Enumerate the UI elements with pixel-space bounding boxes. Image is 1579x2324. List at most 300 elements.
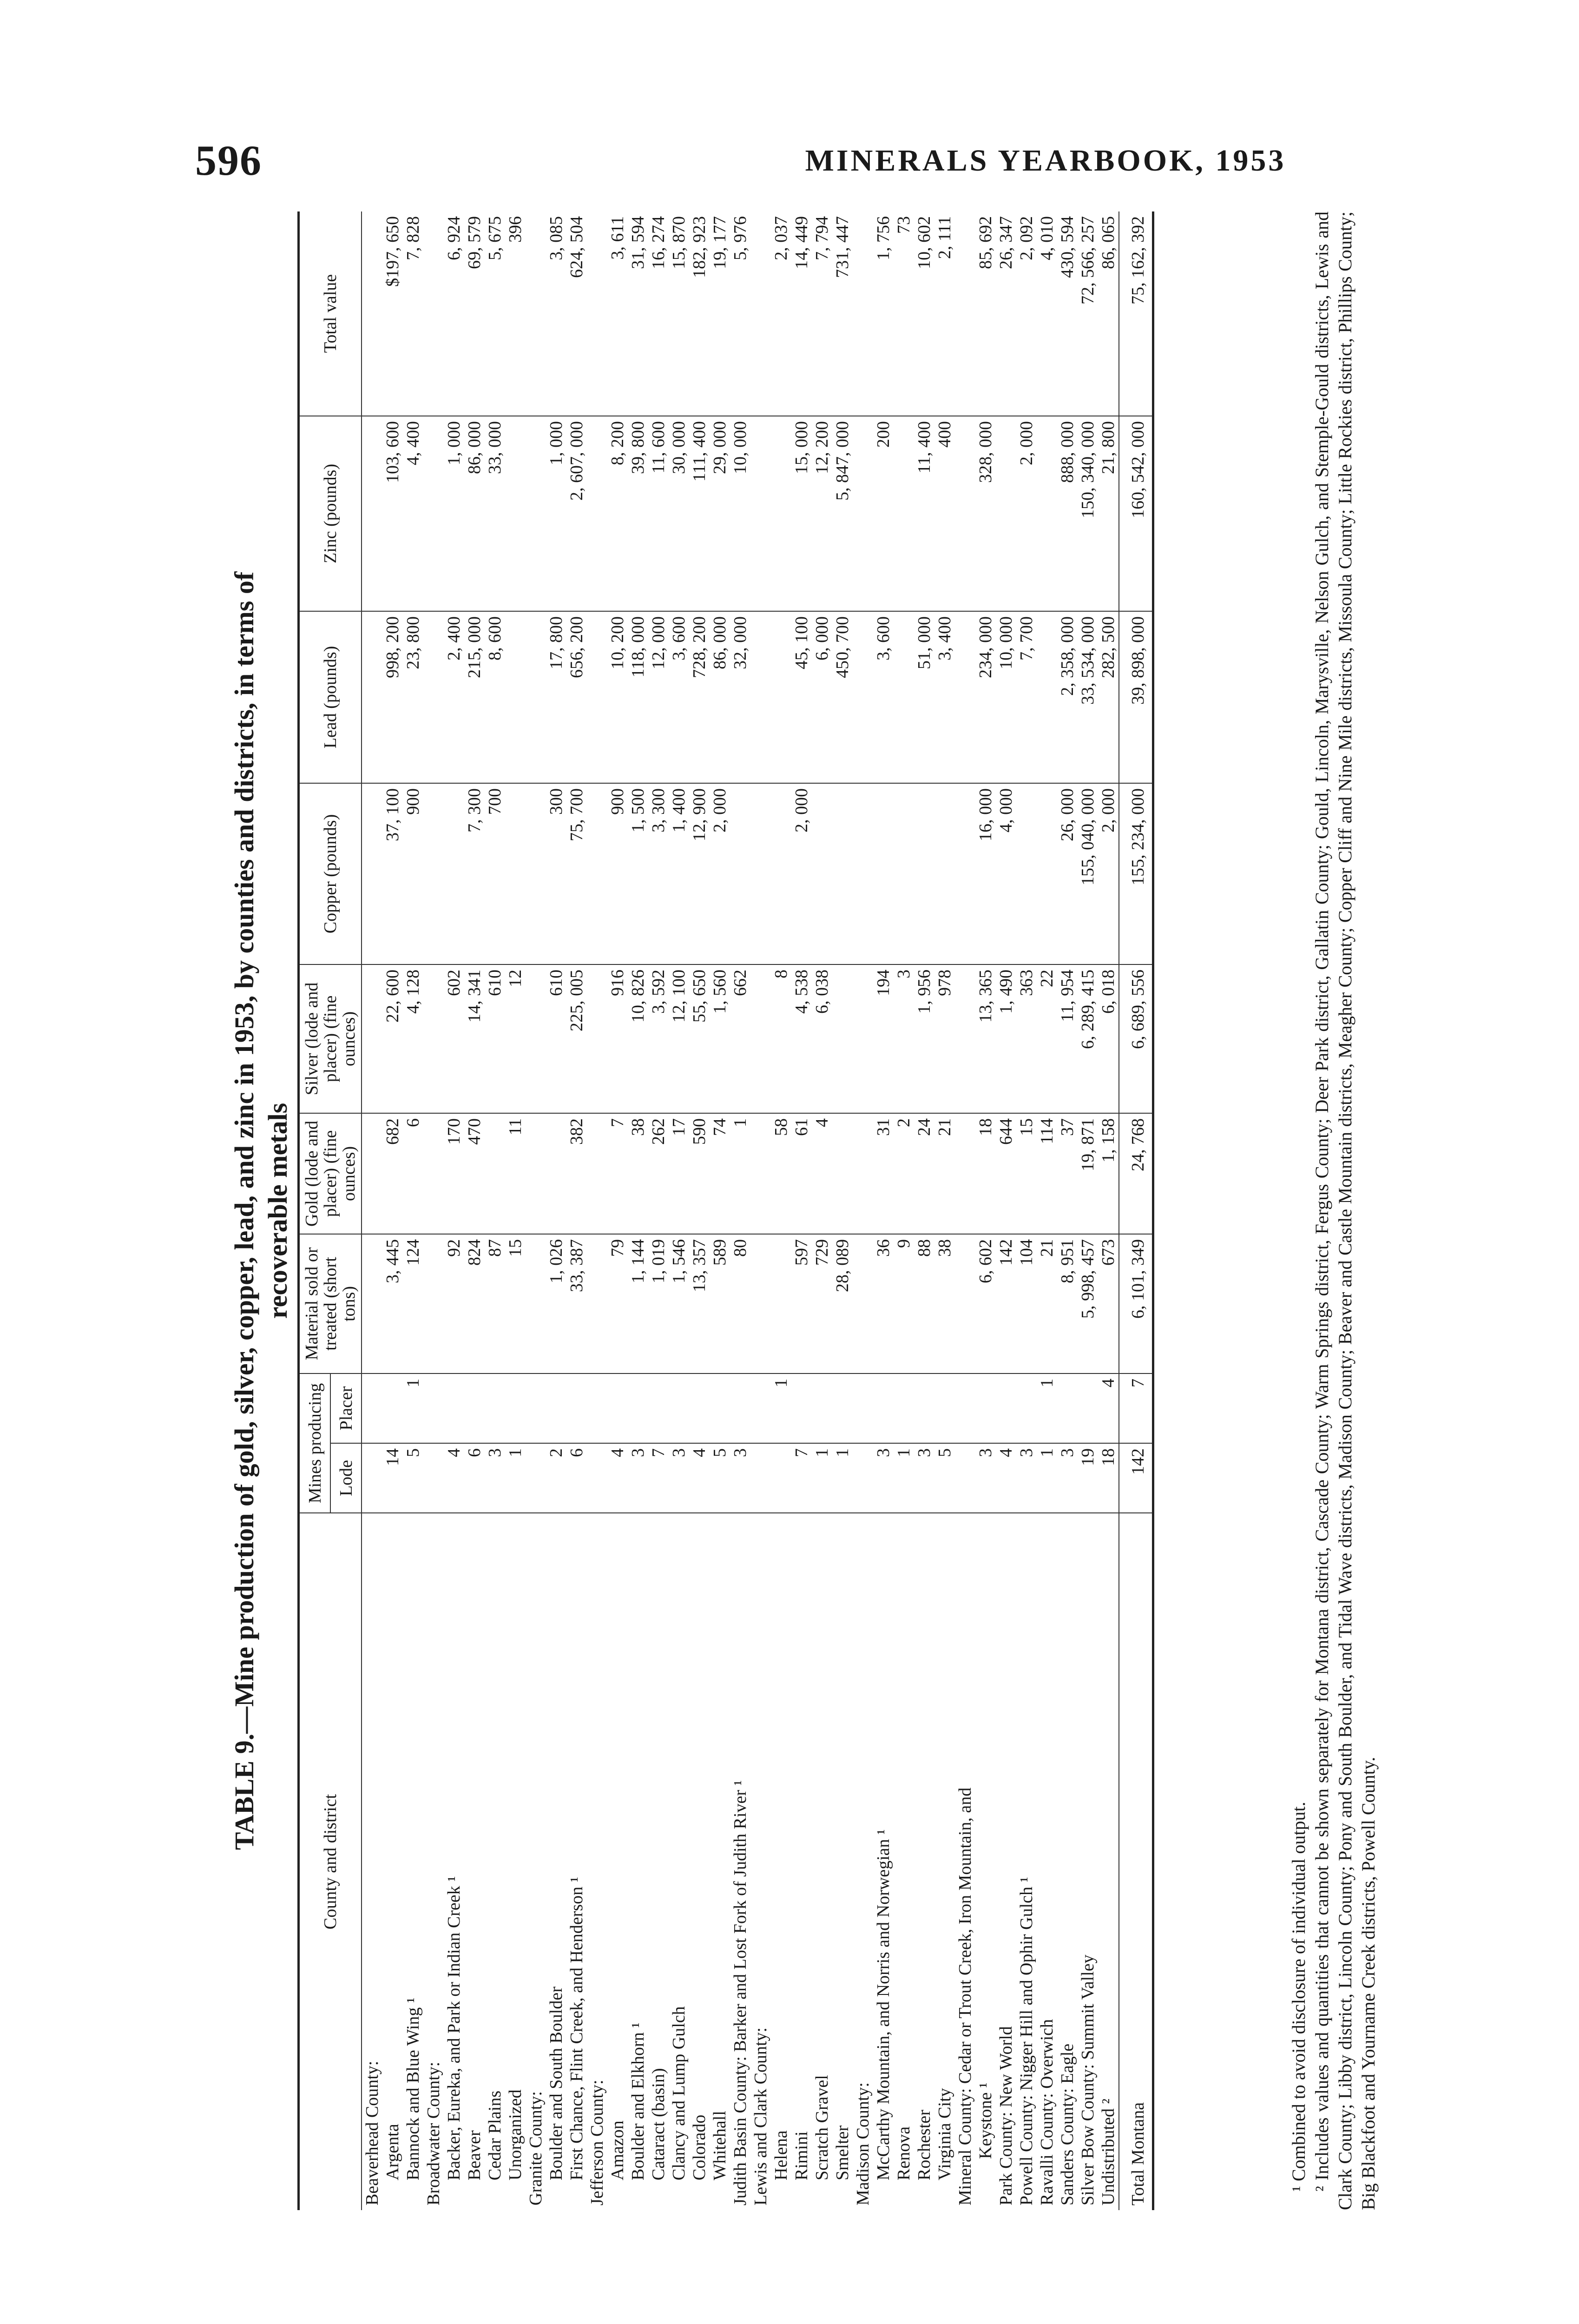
cell-copper: 3, 300: [648, 783, 669, 964]
table-row: [607, 211, 628, 2210]
cell-silver: 602: [444, 964, 464, 1113]
table-row: [955, 211, 975, 2210]
cell-material: [587, 1234, 607, 1373]
cell-material: [750, 1234, 771, 1373]
cell-lead: [505, 611, 526, 783]
cell-placer: [669, 1373, 689, 1443]
cell-copper: 2, 000: [710, 783, 730, 964]
cell-total: 19, 177: [710, 211, 730, 416]
cell-lead: 32, 000: [730, 611, 750, 783]
cell-zinc: 1, 000: [444, 416, 464, 611]
row-name: Boulder and Elkhorn ¹: [628, 2022, 648, 2180]
cell-placer: [791, 1373, 812, 1443]
cell-zinc: [771, 416, 791, 611]
table-row: [832, 211, 853, 2210]
cell-lead: [894, 611, 914, 783]
cell-silver: 1, 560: [710, 964, 730, 1113]
cell-lead: 10, 000: [996, 611, 1016, 783]
cell-zinc: 5, 847, 000: [832, 416, 853, 611]
cell-gold: [362, 1113, 382, 1234]
table-row: [1098, 211, 1119, 2210]
header-lode: Lode: [330, 1443, 362, 1513]
cell-total: 73: [894, 211, 914, 416]
cell-silver: [362, 964, 382, 1113]
cell-placer: [607, 1373, 628, 1443]
cell-copper: 2, 000: [791, 783, 812, 964]
cell-lode: 14: [382, 1443, 403, 1513]
cell-placer: [832, 1373, 853, 1443]
footnote-2: ² Includes values and quantities that cannot be shown separately for Montana district, Cascade County; Warm Springs district, Fergus County; Deer Park district, Gallatin County; Gould, Lincoln, Marysville, Nelson Gulch, and Stemple-Gould districts, Lewis and Clark County; Libby district, Lincoln County; Pony and South Boulder, and Tidal Wave districts, Madison County; Beaver and Castle Mountain districts, Meagher County; Copper Cliff and Nine Mile districts, Missoula County; Little Rockies district, Phillips County; Big Blackfoot and Yourname Creek districts, Powell County.: [1311, 211, 1379, 2210]
cell-placer: 1: [403, 1373, 423, 1443]
cell-copper: 300: [546, 783, 566, 964]
cell-gold: 1, 158: [1098, 1113, 1119, 1234]
cell-zinc: [423, 416, 444, 611]
footnotes: [1287, 211, 1380, 2210]
cell-silver: 1, 490: [996, 964, 1016, 1113]
cell-placer: 1: [1037, 1373, 1057, 1443]
cell-material: 673: [1098, 1234, 1119, 1373]
cell-material: [771, 1234, 791, 1373]
cell-zinc: 33, 000: [485, 416, 505, 611]
row-name: Sanders County: Eagle: [1058, 2043, 1077, 2205]
cell-copper: [832, 783, 853, 964]
cell-zinc: 10, 000: [730, 416, 750, 611]
cell-silver: [955, 964, 975, 1113]
row-name: Rochester: [915, 2110, 934, 2180]
cell-zinc: [526, 416, 546, 611]
cell-total: 7, 828: [403, 211, 423, 416]
cell-gold: [587, 1113, 607, 1234]
total-silver: 6, 689, 556: [1119, 964, 1153, 1113]
cell-lead: 282, 500: [1098, 611, 1119, 783]
cell-lode: [362, 1443, 382, 1513]
cell-total: 86, 065: [1098, 211, 1119, 416]
cell-lead: 728, 200: [689, 611, 710, 783]
page-header: [0, 0, 1579, 218]
table-row: [423, 211, 444, 2210]
cell-zinc: [750, 416, 771, 611]
cell-placer: [485, 1373, 505, 1443]
cell-zinc: 21, 800: [1098, 416, 1119, 611]
cell-placer: [423, 1373, 444, 1443]
row-name: Bannock and Blue Wing ¹: [403, 1997, 423, 2180]
cell-placer: [1057, 1373, 1078, 1443]
cell-gold: 24: [914, 1113, 934, 1234]
cell-material: 1, 026: [546, 1234, 566, 1373]
cell-gold: [526, 1113, 546, 1234]
cell-material: 87: [485, 1234, 505, 1373]
cell-gold: 58: [771, 1113, 791, 1234]
cell-total: 16, 274: [648, 211, 669, 416]
cell-silver: [526, 964, 546, 1113]
total-row-name: Total Montana: [1119, 1513, 1153, 2210]
cell-lead: 23, 800: [403, 611, 423, 783]
cell-lode: 6: [566, 1443, 587, 1513]
row-name: Powell County: Nigger Hill and Ophir Gulch ¹: [1017, 1877, 1036, 2205]
row-name: Broadwater County:: [424, 2061, 443, 2205]
cell-silver: 12, 100: [669, 964, 689, 1113]
cell-gold: 114: [1037, 1113, 1057, 1234]
cell-total: 430, 594: [1057, 211, 1078, 416]
cell-gold: 19, 871: [1078, 1113, 1098, 1234]
cell-zinc: 1, 000: [546, 416, 566, 611]
cell-zinc: 2, 000: [1016, 416, 1037, 611]
row-name: Scratch Gravel: [812, 2075, 832, 2180]
cell-material: 597: [791, 1234, 812, 1373]
row-name: Cataract (basin): [649, 2068, 668, 2180]
row-name: Whitehall: [710, 2111, 730, 2180]
cell-copper: 700: [485, 783, 505, 964]
cell-total: 3, 611: [607, 211, 628, 416]
header-total-value: Total value: [299, 211, 362, 416]
table-row: [1016, 211, 1037, 2210]
cell-gold: 2: [894, 1113, 914, 1234]
cell-placer: [1078, 1373, 1098, 1443]
cell-copper: [362, 783, 382, 964]
table-row: [464, 211, 485, 2210]
cell-lode: 1: [812, 1443, 832, 1513]
cell-lode: 1: [894, 1443, 914, 1513]
row-name: Ravalli County: Overwich: [1037, 2019, 1057, 2205]
cell-zinc: [362, 416, 382, 611]
cell-material: 79: [607, 1234, 628, 1373]
cell-copper: 900: [607, 783, 628, 964]
row-name: Smelter: [833, 2125, 852, 2180]
cell-material: 92: [444, 1234, 464, 1373]
row-name: Judith Basin County: Barker and Lost Fork of Judith River ¹: [730, 1780, 750, 2205]
table-row: [382, 211, 403, 2210]
cell-lead: 45, 100: [791, 611, 812, 783]
cell-material: [853, 1234, 873, 1373]
total-material: 6, 101, 349: [1119, 1234, 1153, 1373]
cell-copper: 1, 500: [628, 783, 648, 964]
row-name: Silver Bow County: Summit Valley: [1078, 1954, 1098, 2205]
cell-material: [526, 1234, 546, 1373]
cell-lode: 3: [628, 1443, 648, 1513]
row-name: Madison County:: [853, 2082, 873, 2205]
header-county: County and district: [299, 1513, 362, 2210]
table-row: [750, 211, 771, 2210]
cell-zinc: 39, 800: [628, 416, 648, 611]
row-name: First Chance, Flint Creek, and Henderson ¹: [567, 1876, 586, 2180]
cell-zinc: [894, 416, 914, 611]
row-name: Cedar Plains: [485, 2090, 505, 2180]
cell-copper: [955, 783, 975, 964]
cell-material: 9: [894, 1234, 914, 1373]
cell-placer: [853, 1373, 873, 1443]
cell-lode: [587, 1443, 607, 1513]
cell-total: 14, 449: [791, 211, 812, 416]
cell-material: 6, 602: [975, 1234, 996, 1373]
cell-gold: 11: [505, 1113, 526, 1234]
cell-silver: 6, 289, 415: [1078, 964, 1098, 1113]
cell-lead: [423, 611, 444, 783]
table-row: [996, 211, 1016, 2210]
cell-copper: [1016, 783, 1037, 964]
cell-material: [423, 1234, 444, 1373]
cell-material: 124: [403, 1234, 423, 1373]
cell-gold: [546, 1113, 566, 1234]
cell-lode: 3: [1016, 1443, 1037, 1513]
cell-zinc: 150, 340, 000: [1078, 416, 1098, 611]
header-mines-producing: Mines producing: [299, 1373, 331, 1513]
cell-zinc: 111, 400: [689, 416, 710, 611]
row-name: Amazon: [608, 2120, 627, 2180]
cell-material: 28, 089: [832, 1234, 853, 1373]
cell-lead: 33, 534, 000: [1078, 611, 1098, 783]
cell-zinc: 400: [934, 416, 955, 611]
cell-material: 1, 546: [669, 1234, 689, 1373]
table-row: [648, 211, 669, 2210]
table-row: [526, 211, 546, 2210]
cell-silver: 916: [607, 964, 628, 1113]
cell-gold: 18: [975, 1113, 996, 1234]
cell-material: 142: [996, 1234, 1016, 1373]
cell-gold: 17: [669, 1113, 689, 1234]
total-copper: 155, 234, 000: [1119, 783, 1153, 964]
table-row: [546, 211, 566, 2210]
cell-lode: 5: [934, 1443, 955, 1513]
cell-total: 6, 924: [444, 211, 464, 416]
cell-silver: 12: [505, 964, 526, 1113]
cell-lode: 5: [403, 1443, 423, 1513]
cell-lead: 2, 358, 000: [1057, 611, 1078, 783]
row-name: Park County: New World: [996, 2026, 1016, 2205]
cell-placer: [873, 1373, 894, 1443]
cell-copper: 37, 100: [382, 783, 403, 964]
cell-lode: [423, 1443, 444, 1513]
cell-placer: [914, 1373, 934, 1443]
cell-placer: [628, 1373, 648, 1443]
cell-lead: [362, 611, 382, 783]
cell-gold: 1: [730, 1113, 750, 1234]
table-caption: [228, 211, 295, 2210]
cell-copper: [505, 783, 526, 964]
cell-total: [362, 211, 382, 416]
cell-copper: 16, 000: [975, 783, 996, 964]
cell-total: 10, 602: [914, 211, 934, 416]
cell-lead: [853, 611, 873, 783]
cell-zinc: 30, 000: [669, 416, 689, 611]
cell-silver: 22, 600: [382, 964, 403, 1113]
cell-gold: 38: [628, 1113, 648, 1234]
cell-placer: [894, 1373, 914, 1443]
cell-material: [955, 1234, 975, 1373]
cell-placer: [444, 1373, 464, 1443]
cell-material: 8, 951: [1057, 1234, 1078, 1373]
table-row: [791, 211, 812, 2210]
cell-placer: [464, 1373, 485, 1443]
row-name: Beaverhead County:: [362, 2060, 382, 2205]
total-total: 75, 162, 392: [1119, 211, 1153, 416]
cell-copper: [526, 783, 546, 964]
cell-total: [853, 211, 873, 416]
cell-silver: 662: [730, 964, 750, 1113]
row-name: Lewis and Clark County:: [751, 2027, 770, 2205]
cell-lead: 450, 700: [832, 611, 853, 783]
cell-gold: [853, 1113, 873, 1234]
table-row: [505, 211, 526, 2210]
table-row: [566, 211, 587, 2210]
cell-total: 26, 347: [996, 211, 1016, 416]
cell-silver: 225, 005: [566, 964, 587, 1113]
table-row: [1057, 211, 1078, 2210]
cell-silver: [423, 964, 444, 1113]
table-row: [710, 211, 730, 2210]
cell-lead: [1037, 611, 1057, 783]
table-row: [975, 211, 996, 2210]
row-name: Rimini: [792, 2131, 811, 2180]
cell-total: 7, 794: [812, 211, 832, 416]
cell-lode: 3: [873, 1443, 894, 1513]
table-block: [186, 211, 1464, 2210]
row-name: Beaver: [465, 2130, 484, 2180]
table-row: [914, 211, 934, 2210]
cell-gold: [832, 1113, 853, 1234]
cell-lode: 4: [996, 1443, 1016, 1513]
table-row: [853, 211, 873, 2210]
cell-silver: 4, 538: [791, 964, 812, 1113]
cell-gold: 682: [382, 1113, 403, 1234]
table-row: [587, 211, 607, 2210]
cell-gold: [423, 1113, 444, 1234]
cell-silver: [832, 964, 853, 1113]
header-placer: Placer: [330, 1373, 362, 1443]
cell-copper: 7, 300: [464, 783, 485, 964]
cell-copper: 2, 000: [1098, 783, 1119, 964]
cell-total: 4, 010: [1037, 211, 1057, 416]
cell-copper: [750, 783, 771, 964]
cell-gold: [955, 1113, 975, 1234]
cell-zinc: [505, 416, 526, 611]
table-row: [873, 211, 894, 2210]
cell-total: 2, 092: [1016, 211, 1037, 416]
cell-lead: 234, 000: [975, 611, 996, 783]
total-placer: 7: [1119, 1373, 1153, 1443]
cell-lead: [526, 611, 546, 783]
cell-placer: [934, 1373, 955, 1443]
total-zinc: 160, 542, 000: [1119, 416, 1153, 611]
table-row: [730, 211, 750, 2210]
cell-material: 13, 357: [689, 1234, 710, 1373]
cell-gold: 4: [812, 1113, 832, 1234]
cell-zinc: 29, 000: [710, 416, 730, 611]
cell-gold: [485, 1113, 505, 1234]
row-name: Mineral County: Cedar or Trout Creek, Iron Mountain, and: [955, 1787, 975, 2205]
cell-copper: [1037, 783, 1057, 964]
cell-material: 3, 445: [382, 1234, 403, 1373]
cell-lode: 3: [975, 1443, 996, 1513]
cell-silver: 55, 650: [689, 964, 710, 1113]
cell-placer: [526, 1373, 546, 1443]
cell-total: 31, 594: [628, 211, 648, 416]
cell-lode: [526, 1443, 546, 1513]
cell-total: 731, 447: [832, 211, 853, 416]
cell-placer: [546, 1373, 566, 1443]
table-body: [362, 211, 1153, 2210]
cell-copper: 4, 000: [996, 783, 1016, 964]
cell-lode: 3: [1057, 1443, 1078, 1513]
header-lead: Lead (pounds): [299, 611, 362, 783]
cell-lode: [771, 1443, 791, 1513]
cell-copper: [444, 783, 464, 964]
cell-total: [587, 211, 607, 416]
cell-lode: 1: [832, 1443, 853, 1513]
cell-material: 80: [730, 1234, 750, 1373]
cell-placer: [505, 1373, 526, 1443]
cell-lead: 2, 400: [444, 611, 464, 783]
cell-silver: 3, 592: [648, 964, 669, 1113]
cell-zinc: 86, 000: [464, 416, 485, 611]
cell-placer: [812, 1373, 832, 1443]
page-number: 596: [195, 137, 262, 184]
cell-total: [423, 211, 444, 416]
cell-lode: [955, 1443, 975, 1513]
header-copper: Copper (pounds): [299, 783, 362, 964]
caption-line-1: TABLE 9.—Mine production of gold, silver, copper, lead, and zinc in 1953, by counties and districts, in terms of: [229, 571, 259, 1850]
cell-placer: [382, 1373, 403, 1443]
cell-lode: 1: [505, 1443, 526, 1513]
cell-gold: 644: [996, 1113, 1016, 1234]
cell-lead: [587, 611, 607, 783]
cell-silver: 6, 018: [1098, 964, 1119, 1113]
cell-zinc: 4, 400: [403, 416, 423, 611]
table-row: [934, 211, 955, 2210]
cell-copper: [587, 783, 607, 964]
cell-placer: [996, 1373, 1016, 1443]
cell-placer: [955, 1373, 975, 1443]
cell-copper: [730, 783, 750, 964]
cell-copper: [894, 783, 914, 964]
cell-lode: 2: [546, 1443, 566, 1513]
cell-lode: 5: [710, 1443, 730, 1513]
cell-material: [362, 1234, 382, 1373]
cell-total: [526, 211, 546, 416]
cell-lead: 118, 000: [628, 611, 648, 783]
cell-lead: [771, 611, 791, 783]
table-row: [1037, 211, 1057, 2210]
cell-lode: 1: [1037, 1443, 1057, 1513]
cell-placer: [587, 1373, 607, 1443]
cell-placer: 1: [771, 1373, 791, 1443]
cell-gold: 6: [403, 1113, 423, 1234]
cell-gold: 37: [1057, 1113, 1078, 1234]
cell-material: 104: [1016, 1234, 1037, 1373]
cell-gold: 15: [1016, 1113, 1037, 1234]
table-row: [894, 211, 914, 2210]
cell-lead: 6, 000: [812, 611, 832, 783]
total-gold: 24, 768: [1119, 1113, 1153, 1234]
cell-silver: 8: [771, 964, 791, 1113]
table-row: [362, 211, 382, 2210]
row-name: Colorado: [690, 2114, 709, 2180]
cell-gold: 61: [791, 1113, 812, 1234]
cell-gold: 262: [648, 1113, 669, 1234]
cell-total: 2, 111: [934, 211, 955, 416]
cell-total: 182, 923: [689, 211, 710, 416]
cell-lead: 7, 700: [1016, 611, 1037, 783]
cell-total: $197, 650: [382, 211, 403, 416]
header-gold: Gold (lode and placer) (fine ounces): [299, 1113, 362, 1234]
cell-total: 72, 566, 257: [1078, 211, 1098, 416]
cell-placer: [648, 1373, 669, 1443]
cell-lode: [853, 1443, 873, 1513]
cell-lode: 7: [791, 1443, 812, 1513]
row-name: Granite County:: [526, 2091, 546, 2205]
table-row: [403, 211, 423, 2210]
cell-lode: 4: [689, 1443, 710, 1513]
cell-material: 38: [934, 1234, 955, 1373]
